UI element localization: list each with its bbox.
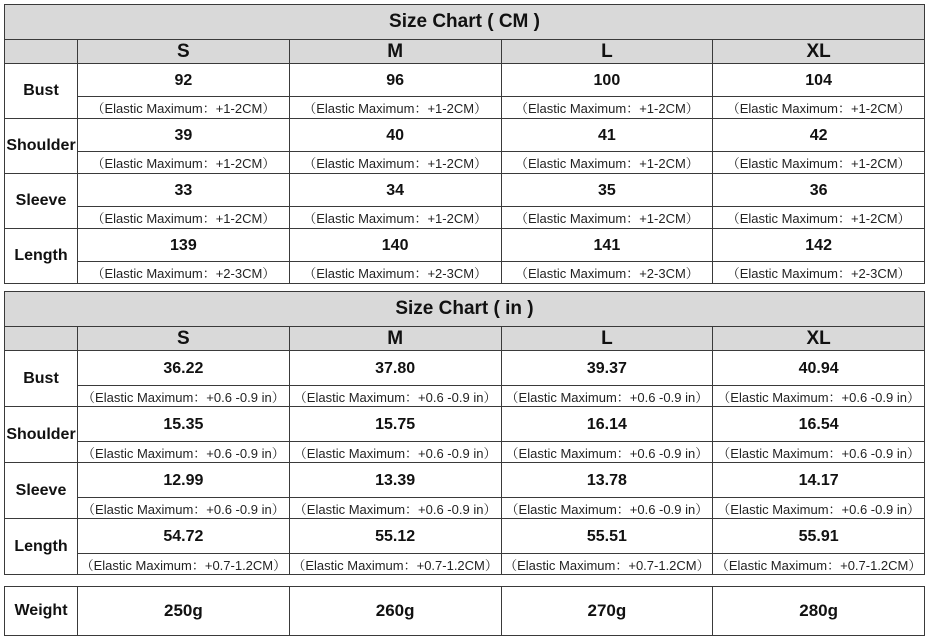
weight-table <box>4 586 925 636</box>
inch-value-cell: 16.54 <box>713 407 925 442</box>
row-label-sleeve: Sleeve <box>5 174 78 229</box>
inch-sleeve-note-row <box>5 498 925 519</box>
elastic-note: （Elastic Maximum：+1-2CM） <box>78 152 290 174</box>
inch-size-header-row <box>5 327 925 351</box>
inch-bust-note-row <box>5 386 925 407</box>
inch-bust-value-row <box>5 351 925 386</box>
elastic-note: （Elastic Maximum：+1-2CM） <box>713 207 925 229</box>
inch-value-cell: 40.94 <box>713 351 925 386</box>
cm-length-value-row <box>5 229 925 262</box>
elastic-note: （Elastic Maximum：+0.7-1.2CM） <box>78 554 290 575</box>
elastic-note: （Elastic Maximum：+0.6 -0.9 in） <box>501 498 713 519</box>
elastic-note: （Elastic Maximum：+1-2CM） <box>713 152 925 174</box>
inch-value-cell: 16.14 <box>501 407 713 442</box>
inch-size-header: S <box>78 327 290 351</box>
size-chart-inch-table <box>4 291 925 575</box>
inch-value-cell: 12.99 <box>78 463 290 498</box>
inch-value-cell: 37.80 <box>289 351 501 386</box>
elastic-note: （Elastic Maximum：+1-2CM） <box>501 152 713 174</box>
inch-sleeve-value-row <box>5 463 925 498</box>
inch-value-cell: 14.17 <box>713 463 925 498</box>
cm-bust-value-row <box>5 64 925 97</box>
inch-value-cell: 39.37 <box>501 351 713 386</box>
inch-size-header: M <box>289 327 501 351</box>
cm-value-cell: 36 <box>713 174 925 207</box>
elastic-note: （Elastic Maximum：+2-3CM） <box>713 262 925 284</box>
inch-size-header: XL <box>713 327 925 351</box>
elastic-note: （Elastic Maximum：+0.6 -0.9 in） <box>713 442 925 463</box>
inch-value-cell: 13.78 <box>501 463 713 498</box>
cm-sleeve-value-row <box>5 174 925 207</box>
cm-corner-cell <box>5 40 78 64</box>
weight-row <box>5 587 925 636</box>
cm-shoulder-note-row <box>5 152 925 174</box>
cm-value-cell: 34 <box>289 174 501 207</box>
elastic-note: （Elastic Maximum：+0.6 -0.9 in） <box>78 386 290 407</box>
row-label-sleeve: Sleeve <box>5 463 78 519</box>
cm-bust-note-row <box>5 97 925 119</box>
inch-shoulder-value-row <box>5 407 925 442</box>
elastic-note: （Elastic Maximum：+0.6 -0.9 in） <box>289 442 501 463</box>
cm-value-cell: 41 <box>501 119 713 152</box>
cm-value-cell: 39 <box>78 119 290 152</box>
elastic-note: （Elastic Maximum：+0.6 -0.9 in） <box>713 498 925 519</box>
cm-size-header: L <box>501 40 713 64</box>
elastic-note: （Elastic Maximum：+0.7-1.2CM） <box>713 554 925 575</box>
elastic-note: （Elastic Maximum：+0.6 -0.9 in） <box>78 498 290 519</box>
inch-length-value-row <box>5 519 925 554</box>
inch-value-cell: 15.75 <box>289 407 501 442</box>
elastic-note: （Elastic Maximum：+2-3CM） <box>78 262 290 284</box>
row-label-shoulder: Shoulder <box>5 119 78 174</box>
row-label-length: Length <box>5 229 78 284</box>
cm-value-cell: 142 <box>713 229 925 262</box>
row-label-bust: Bust <box>5 64 78 119</box>
cm-value-cell: 40 <box>289 119 501 152</box>
elastic-note: （Elastic Maximum：+2-3CM） <box>289 262 501 284</box>
elastic-note: （Elastic Maximum：+1-2CM） <box>501 207 713 229</box>
inch-value-cell: 55.51 <box>501 519 713 554</box>
elastic-note: （Elastic Maximum：+1-2CM） <box>78 97 290 119</box>
elastic-note: （Elastic Maximum：+1-2CM） <box>289 152 501 174</box>
inch-corner-cell <box>5 327 78 351</box>
cm-size-header: S <box>78 40 290 64</box>
cm-sleeve-note-row <box>5 207 925 229</box>
inch-shoulder-note-row <box>5 442 925 463</box>
elastic-note: （Elastic Maximum：+1-2CM） <box>78 207 290 229</box>
inch-table-title: Size Chart ( in ) <box>5 292 925 327</box>
cm-value-cell: 141 <box>501 229 713 262</box>
elastic-note: （Elastic Maximum：+1-2CM） <box>289 207 501 229</box>
row-label-length: Length <box>5 519 78 575</box>
elastic-note: （Elastic Maximum：+0.6 -0.9 in） <box>289 498 501 519</box>
inch-value-cell: 54.72 <box>78 519 290 554</box>
inch-length-note-row <box>5 554 925 575</box>
elastic-note: （Elastic Maximum：+0.7-1.2CM） <box>289 554 501 575</box>
elastic-note: （Elastic Maximum：+0.6 -0.9 in） <box>501 386 713 407</box>
weight-value-cell: 250g <box>78 587 290 636</box>
inch-value-cell: 55.12 <box>289 519 501 554</box>
inch-value-cell: 13.39 <box>289 463 501 498</box>
row-label-shoulder: Shoulder <box>5 407 78 463</box>
elastic-note: （Elastic Maximum：+0.7-1.2CM） <box>501 554 713 575</box>
cm-value-cell: 139 <box>78 229 290 262</box>
elastic-note: （Elastic Maximum：+0.6 -0.9 in） <box>78 442 290 463</box>
inch-value-cell: 15.35 <box>78 407 290 442</box>
cm-size-header: M <box>289 40 501 64</box>
inch-value-cell: 36.22 <box>78 351 290 386</box>
weight-value-cell: 280g <box>713 587 925 636</box>
cm-value-cell: 96 <box>289 64 501 97</box>
cm-table-title: Size Chart ( CM ) <box>5 5 925 40</box>
elastic-note: （Elastic Maximum：+0.6 -0.9 in） <box>289 386 501 407</box>
cm-value-cell: 33 <box>78 174 290 207</box>
elastic-note: （Elastic Maximum：+1-2CM） <box>501 97 713 119</box>
elastic-note: （Elastic Maximum：+0.6 -0.9 in） <box>713 386 925 407</box>
cm-length-note-row <box>5 262 925 284</box>
cm-size-header: XL <box>713 40 925 64</box>
elastic-note: （Elastic Maximum：+0.6 -0.9 in） <box>501 442 713 463</box>
elastic-note: （Elastic Maximum：+1-2CM） <box>713 97 925 119</box>
cm-shoulder-value-row <box>5 119 925 152</box>
inch-size-header: L <box>501 327 713 351</box>
weight-value-cell: 270g <box>501 587 713 636</box>
size-chart-cm-table <box>4 4 925 284</box>
cm-value-cell: 104 <box>713 64 925 97</box>
cm-value-cell: 35 <box>501 174 713 207</box>
row-label-bust: Bust <box>5 351 78 407</box>
inch-value-cell: 55.91 <box>713 519 925 554</box>
row-label-weight: Weight <box>5 587 78 636</box>
weight-value-cell: 260g <box>289 587 501 636</box>
cm-value-cell: 140 <box>289 229 501 262</box>
cm-value-cell: 42 <box>713 119 925 152</box>
cm-size-header-row <box>5 40 925 64</box>
elastic-note: （Elastic Maximum：+2-3CM） <box>501 262 713 284</box>
cm-value-cell: 92 <box>78 64 290 97</box>
cm-value-cell: 100 <box>501 64 713 97</box>
elastic-note: （Elastic Maximum：+1-2CM） <box>289 97 501 119</box>
